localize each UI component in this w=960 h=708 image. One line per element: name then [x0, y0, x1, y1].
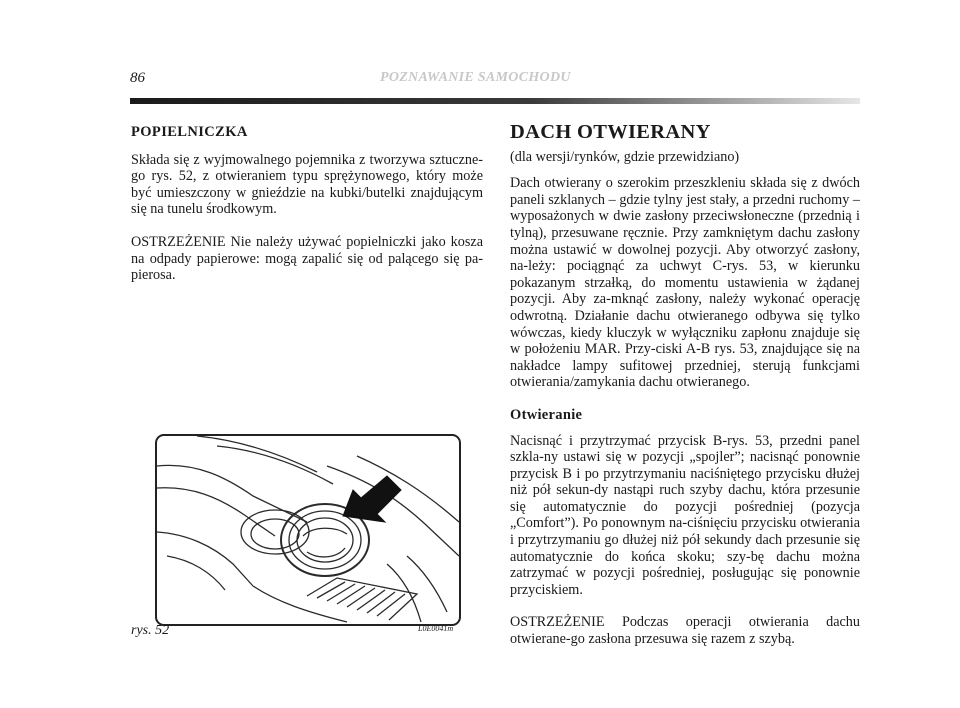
sunroof-warning: OSTRZEŻENIE Podczas operacji otwierania dachu otwierane-go zasłona przesuwa się razem z szybą. — [510, 614, 860, 648]
ashtray-warning: OSTRZEŻENIE Nie należy używać popielniczki jako kosza na odpady papierowe: mogą zapalić się od palącego się pa-pierosa. — [131, 233, 483, 284]
figure-ashtray-illustration — [155, 434, 461, 626]
opening-subheading: Otwieranie — [510, 406, 583, 423]
sunroof-heading: DACH OTWIERANY — [510, 121, 711, 143]
running-head: POZNAWANIE SAMOCHODU — [380, 70, 571, 85]
header-rule — [130, 98, 860, 104]
sunroof-description: Dach otwierany o szerokim przeszkleniu składa się z dwóch paneli szklanych – gdzie tylny jest stały, a przedni ruchomy – wyposażonych w dwie zasłony przeciwsłoneczne (przednią i tylną), przesuwane ręcznie. Przy zamkniętym dachu zasłony można ustawić w dowolnej pozycji. Aby otworzyć zasłony, na-leży: pociągnąć za uchwyt C-rys. 53, w kierunku pokazanym strzałką, do momentu ustawienia w żądanej pozycji. Aby za-mknąć zasłony, należy wykonać operację odwrotną. Działanie dachu otwieranego odbywa się tylko wówczas, kiedy kluczyk w wyłączniku zapłonu znajduje się w położeniu MAR. Przy-ciski A-B rys. 53, znajdujące się na nakładce lampy sufitowej przedniej, sterują funkcjami otwierania/zamykania dachu otwieranego. — [510, 175, 860, 391]
ashtray-drawing — [157, 436, 459, 624]
ashtray-heading: POPIELNICZKA — [131, 124, 248, 140]
opening-paragraph: Nacisnąć i przytrzymać przycisk B-rys. 53, przedni panel szkla-ny ustawi się w pozycji „spojler”; nacisnąć ponownie przycisk B i po przytrzymaniu naciśniętego przycisku dłużej niż pół sekun-dy nastąpi ruch szyby dachu, która przesunie się automatycznie do pozycji pośredniej (pozycja „Comfort”). Po ponownym na-ciśnięciu przycisku otwierania i przytrzymaniu go dłużej niż pół sekundy dach przesunie się automatycznie do końca skoku; szy-bę dachu można zatrzymać w pozycji pośredniej, posługując się ponownie przyciskiem. — [510, 432, 860, 598]
left-column — [131, 124, 483, 300]
figure-caption: rys. 52 — [131, 623, 170, 638]
pointer-arrow-icon — [343, 476, 401, 522]
ashtray-paragraph: Składa się z wyjmowalnego pojemnika z tworzywa sztuczne-go rys. 52, z otwieraniem typu sprężynowego, który może być umieszczony w gnieździe na kubki/butelki znajdującym się na tunelu środkowym. — [131, 151, 483, 218]
right-column — [510, 121, 860, 664]
page-number: 86 — [130, 70, 145, 86]
sunroof-version-note: (dla wersji/rynków, gdzie przewidziano) — [510, 148, 740, 165]
figure-code: L0E0041m — [418, 624, 454, 633]
